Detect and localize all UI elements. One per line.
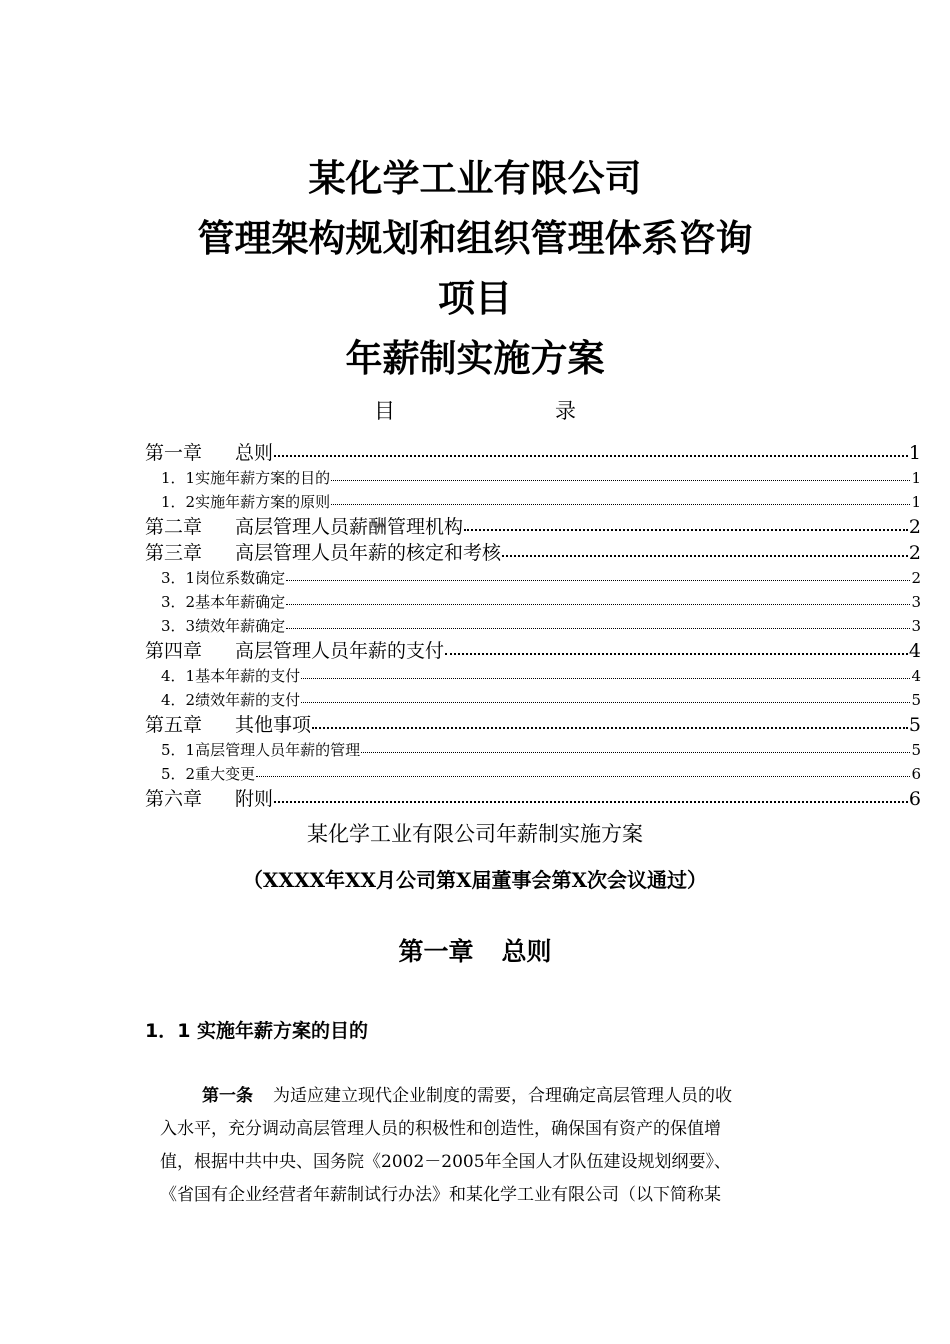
- toc-heading-left: 目: [374, 399, 395, 423]
- toc-entry-number: 3．2: [161, 593, 196, 611]
- toc-entry-page: 6: [911, 765, 921, 783]
- toc-entry-number: 第三章: [145, 542, 203, 564]
- toc-entry-text: 绩效年薪的支付: [195, 691, 301, 709]
- cover-title-line-2: 管理架构规划和组织管理体系咨询: [197, 217, 753, 260]
- toc-entry-page: 4: [911, 667, 921, 685]
- toc-heading: [0, 398, 950, 424]
- toc-entry[interactable]: [145, 566, 921, 590]
- toc-leader-dots: [361, 752, 910, 753]
- toc-entry-page: 4: [908, 640, 921, 662]
- toc-entry-text: 高层管理人员年薪的核定和考核: [235, 542, 502, 564]
- toc-entry[interactable]: [145, 590, 921, 614]
- table-of-contents: [145, 440, 921, 812]
- paragraph-line: 入水平，充分调动高层管理人员的积极性和创造性，确保国有资产的保值增: [160, 1119, 721, 1139]
- toc-entry-page: 1: [911, 469, 921, 487]
- toc-entry-number: 1．1: [161, 469, 196, 487]
- toc-entry-text: 绩效年薪确定: [195, 617, 286, 635]
- toc-entry[interactable]: [145, 638, 921, 664]
- paragraph-line: [160, 1080, 806, 1113]
- toc-entry[interactable]: [145, 490, 921, 514]
- toc-entry-page: 2: [908, 516, 921, 538]
- toc-entry-page: 1: [911, 493, 921, 511]
- toc-entry-page: 5: [908, 714, 921, 736]
- toc-leader-dots: [331, 504, 910, 505]
- toc-entry-text: 实施年薪方案的目的: [195, 469, 331, 487]
- toc-entry[interactable]: [145, 514, 921, 540]
- toc-entry-number: 4．2: [161, 691, 196, 709]
- toc-leader-dots: [274, 801, 908, 803]
- paragraph-line: 值，根据中共中央、国务院《2002－2005年全国人才队伍建设规划纲要》、: [160, 1152, 732, 1172]
- toc-entry-number: 1．2: [161, 493, 196, 511]
- toc-entry[interactable]: [145, 738, 921, 762]
- toc-entry-number: 4．1: [161, 667, 196, 685]
- toc-entry[interactable]: [145, 614, 921, 638]
- toc-entry-number: 5．2: [161, 765, 196, 783]
- chapter-title: 总则: [501, 937, 552, 966]
- toc-entry[interactable]: [145, 540, 921, 566]
- document-subtitle: （XXXX年XX月公司第X届董事会第X次会议通过）: [242, 868, 708, 892]
- toc-leader-dots: [301, 678, 910, 679]
- toc-leader-dots: [256, 776, 910, 777]
- toc-entry-text: 实施年薪方案的原则: [195, 493, 331, 511]
- article-label: 第一条: [202, 1086, 253, 1106]
- toc-entry[interactable]: [145, 466, 921, 490]
- chapter-number: 第一章: [398, 937, 474, 966]
- toc-entry-text: 其他事项: [235, 714, 312, 736]
- toc-entry[interactable]: [145, 664, 921, 688]
- section-heading: 1．1 实施年薪方案的目的: [145, 1020, 369, 1042]
- toc-leader-dots: [286, 628, 910, 629]
- toc-entry[interactable]: [145, 712, 921, 738]
- toc-leader-dots: [312, 727, 908, 729]
- cover-title-line-3: 项目: [438, 277, 512, 320]
- toc-leader-dots: [464, 529, 908, 531]
- toc-entry-page: 5: [911, 741, 921, 759]
- toc-entry-text: 高层管理人员薪酬管理机构: [235, 516, 464, 538]
- toc-entry-number: 第一章: [145, 442, 203, 464]
- toc-leader-dots: [445, 653, 908, 655]
- toc-entry-page: 1: [908, 442, 921, 464]
- toc-entry-page: 3: [911, 617, 921, 635]
- chapter-heading: [0, 936, 950, 968]
- toc-entry-text: 附则: [235, 788, 274, 810]
- toc-entry[interactable]: [145, 786, 921, 812]
- toc-leader-dots: [331, 480, 910, 481]
- toc-entry-number: 3．1: [161, 569, 196, 587]
- toc-entry-page: 5: [911, 691, 921, 709]
- document-title: 某化学工业有限公司年薪制实施方案: [307, 822, 643, 846]
- toc-entry[interactable]: [145, 688, 921, 712]
- toc-leader-dots: [301, 702, 910, 703]
- toc-entry[interactable]: [145, 440, 921, 466]
- toc-heading-right: 录: [555, 399, 576, 423]
- cover-title-line-4: 年薪制实施方案: [345, 337, 605, 380]
- toc-entry-page: 6: [908, 788, 921, 810]
- toc-leader-dots: [286, 580, 910, 581]
- toc-entry-text: 高层管理人员年薪的管理: [195, 741, 361, 759]
- toc-entry-text: 总则: [235, 442, 274, 464]
- toc-entry-number: 第六章: [145, 788, 203, 810]
- toc-entry-number: 第五章: [145, 714, 203, 736]
- article-paragraph: [160, 1080, 806, 1212]
- toc-entry-page: 2: [908, 542, 921, 564]
- toc-entry-number: 第二章: [145, 516, 203, 538]
- toc-leader-dots: [274, 455, 908, 457]
- toc-entry-page: 2: [911, 569, 921, 587]
- toc-entry-text: 基本年薪确定: [195, 593, 286, 611]
- paragraph-line: 《省国有企业经营者年薪制试行办法》和某化学工业有限公司（以下简称某: [160, 1185, 721, 1205]
- toc-entry-page: 3: [911, 593, 921, 611]
- toc-entry-text: 岗位系数确定: [195, 569, 286, 587]
- toc-leader-dots: [502, 555, 908, 557]
- toc-entry-text: 重大变更: [195, 765, 256, 783]
- cover-title-line-1: 某化学工业有限公司: [308, 157, 642, 200]
- toc-entry-text: 高层管理人员年薪的支付: [235, 640, 445, 662]
- toc-leader-dots: [286, 604, 910, 605]
- toc-entry[interactable]: [145, 762, 921, 786]
- toc-entry-number: 5．1: [161, 741, 196, 759]
- toc-entry-number: 第四章: [145, 640, 203, 662]
- toc-entry-text: 基本年薪的支付: [195, 667, 301, 685]
- toc-entry-number: 3．3: [161, 617, 196, 635]
- paragraph-line-text: 为适应建立现代企业制度的需要，合理确定高层管理人员的收: [273, 1086, 732, 1106]
